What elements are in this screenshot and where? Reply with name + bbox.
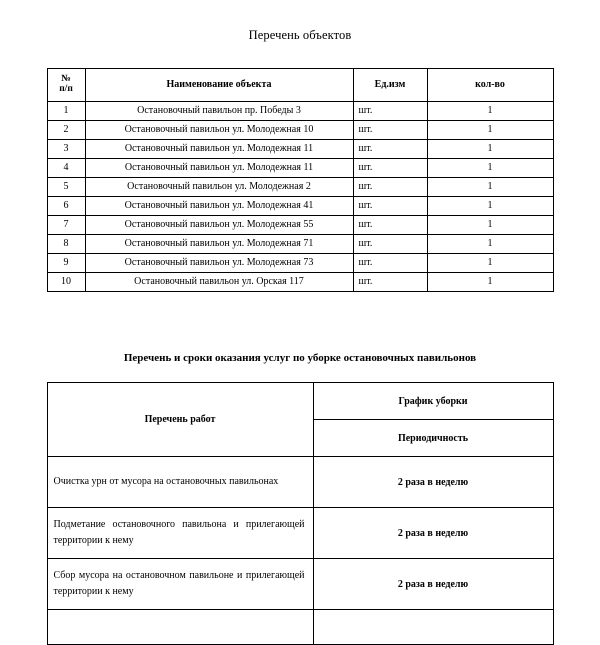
works-header-row <box>47 383 553 420</box>
cell-unit: шт. <box>353 159 427 178</box>
column-header-name: Наименование объекта <box>85 69 353 102</box>
objects-table-header <box>47 69 553 102</box>
table-row <box>47 178 553 197</box>
cell-quantity: 1 <box>427 102 553 121</box>
cell-number: 5 <box>47 178 85 197</box>
cell-number: 6 <box>47 197 85 216</box>
cell-work-name: Подметание остановочного павильона и прилегающей территории к нему <box>47 508 313 559</box>
cell-unit: шт. <box>353 102 427 121</box>
cell-number: 4 <box>47 159 85 178</box>
column-header-number-line2: п/п <box>59 84 73 94</box>
table-row <box>47 457 553 508</box>
works-column-header-list: Перечень работ <box>47 383 313 457</box>
cell-number: 9 <box>47 254 85 273</box>
cell-quantity: 1 <box>427 235 553 254</box>
cell-number: 3 <box>47 140 85 159</box>
table-row <box>47 197 553 216</box>
cell-unit: шт. <box>353 273 427 292</box>
cell-number: 10 <box>47 273 85 292</box>
cell-name: Остановочный павильон ул. Молодежная 71 <box>85 235 353 254</box>
column-header-quantity: кол-во <box>427 69 553 102</box>
cell-unit: шт. <box>353 121 427 140</box>
cell-quantity: 1 <box>427 197 553 216</box>
cell-number: 2 <box>47 121 85 140</box>
cell-unit: шт. <box>353 140 427 159</box>
cell-work-frequency-empty <box>313 610 553 645</box>
cell-name: Остановочный павильон ул. Молодежная 10 <box>85 121 353 140</box>
cell-work-frequency: 2 раза в неделю <box>313 508 553 559</box>
cell-name: Остановочный павильон ул. Молодежная 73 <box>85 254 353 273</box>
cell-quantity: 1 <box>427 178 553 197</box>
cell-work-name: Сбор мусора на остановочном павильоне и прилегающей территории к нему <box>47 559 313 610</box>
cell-name: Остановочный павильон ул. Молодежная 41 <box>85 197 353 216</box>
cell-quantity: 1 <box>427 254 553 273</box>
cell-work-frequency: 2 раза в неделю <box>313 457 553 508</box>
cell-quantity: 1 <box>427 121 553 140</box>
cell-name: Остановочный павильон ул. Молодежная 11 <box>85 159 353 178</box>
cell-name: Остановочный павильон пр. Победы 3 <box>85 102 353 121</box>
document-page <box>0 28 600 630</box>
cell-name: Остановочный павильон ул. Молодежная 55 <box>85 216 353 235</box>
table-row <box>47 140 553 159</box>
table-row <box>47 610 553 645</box>
page-title: Перечень объектов <box>248 28 352 42</box>
cell-unit: шт. <box>353 178 427 197</box>
cell-work-name-empty <box>47 610 313 645</box>
works-table <box>47 382 554 645</box>
table-row <box>47 159 553 178</box>
cell-name: Остановочный павильон ул. Молодежная 11 <box>85 140 353 159</box>
table-header-row <box>47 69 553 102</box>
cell-work-frequency: 2 раза в неделю <box>313 559 553 610</box>
column-header-unit: Ед.изм <box>353 69 427 102</box>
cell-unit: шт. <box>353 235 427 254</box>
cell-name: Остановочный павильон ул. Орская 117 <box>85 273 353 292</box>
table-row <box>47 508 553 559</box>
table-row <box>47 235 553 254</box>
cell-quantity: 1 <box>427 273 553 292</box>
works-column-header-schedule: График уборки <box>313 383 553 420</box>
table-row <box>47 273 553 292</box>
cell-number: 8 <box>47 235 85 254</box>
cell-unit: шт. <box>353 216 427 235</box>
cell-number: 7 <box>47 216 85 235</box>
cell-unit: шт. <box>353 254 427 273</box>
works-section-title: Перечень и сроки оказания услуг по уборке остановочных павильонов <box>123 352 477 364</box>
table-row <box>47 102 553 121</box>
cell-quantity: 1 <box>427 216 553 235</box>
objects-table-body <box>47 102 553 292</box>
cell-name: Остановочный павильон ул. Молодежная 2 <box>85 178 353 197</box>
works-table-body <box>47 383 553 645</box>
cell-unit: шт. <box>353 197 427 216</box>
cell-quantity: 1 <box>427 159 553 178</box>
cell-number: 1 <box>47 102 85 121</box>
objects-table <box>47 68 554 292</box>
table-row <box>47 254 553 273</box>
works-column-header-frequency: Периодичность <box>313 420 553 457</box>
table-row <box>47 121 553 140</box>
column-header-number <box>47 69 85 102</box>
cell-quantity: 1 <box>427 140 553 159</box>
column-header-number-line1: № <box>61 74 71 85</box>
cell-work-name: Очистка урн от мусора на остановочных павильонах <box>47 457 313 508</box>
table-row <box>47 216 553 235</box>
